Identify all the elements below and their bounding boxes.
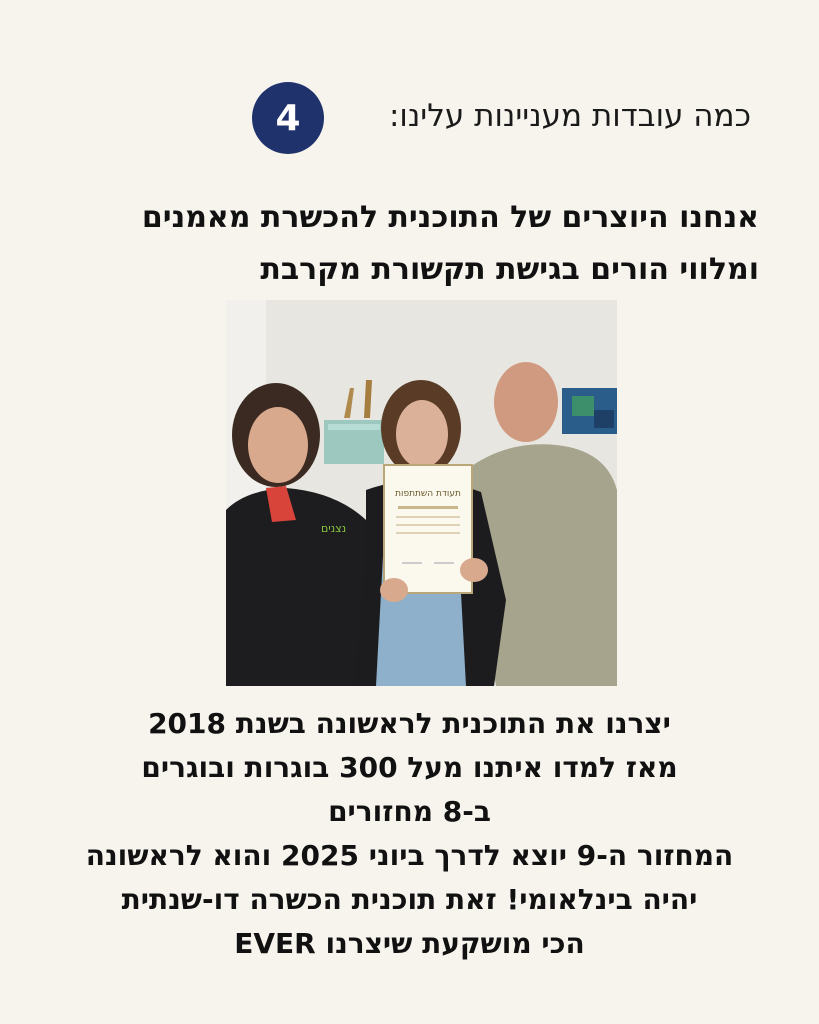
headline [59,192,759,296]
certificate [384,465,472,593]
body-line-2: מאז למדו איתנו מעל 300 בוגרות ובוגרים [141,751,678,784]
group-photo-illustration [226,300,617,686]
shirt-logo-text: נצנים [321,522,347,535]
body-line-1: יצרנו את התוכנית לראשונה בשנת 2018 [148,707,671,740]
body-line-3: ב-8 מחזורים [328,795,491,828]
group-photo [226,300,617,686]
facts-header [0,80,819,156]
body-line-4: המחזור ה-9 יוצא לדרך ביוני 2025 והוא לראשונה [85,839,734,872]
body-text [40,702,779,966]
headline-line-2: ומלווי הורים בגישת תקשורת מקרבת [260,252,759,287]
headline-line-1: אנחנו היוצרים של התוכנית להכשרת מאמנים [141,200,759,235]
body-line-6: הכי מושקעת שיצרנו EVER [234,927,585,960]
intro-text: כמה עובדות מעניינות עלינו: [388,98,751,134]
certificate-title: תעודת השתתפות [395,489,461,499]
body-line-5: יהיה בינלאומי! זאת תוכנית הכשרה דו-שנתית [121,883,698,916]
number-badge: 4 [252,82,324,154]
